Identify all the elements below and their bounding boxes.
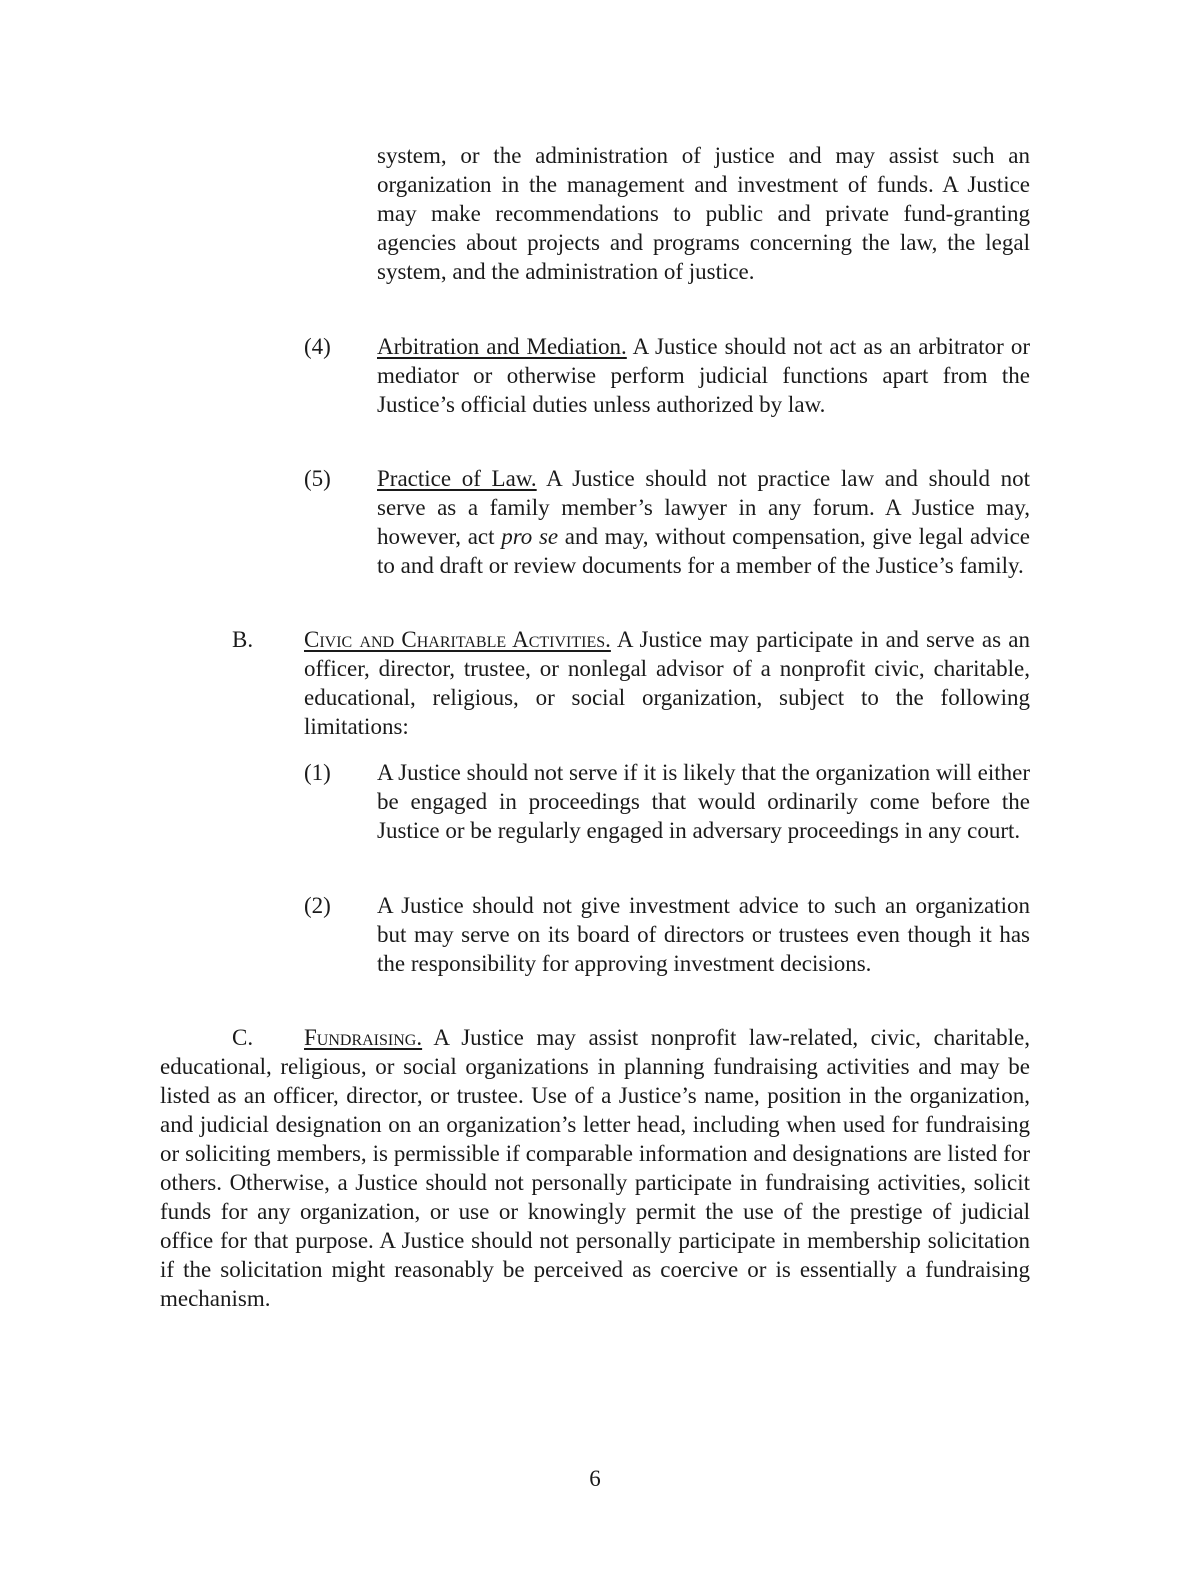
item-marker-5: (5) bbox=[304, 466, 331, 491]
paragraph-b bbox=[304, 625, 1030, 741]
paragraph-c-text: A Justice may assist nonprofit law-related, civic, charitable, educational, religious, or social organizations in planning fundraising activities and may be listed as an officer, director, or trustee. Use of a Justice’s name, position in the organization, and judicial designation on an organization’s letter head, including when used for fundraising or soliciting members, is permissible if comparable information and designations are listed for others. Otherwise, a Justice should not personally participate in fundraising activities, solicit funds for any organization, or use or knowingly permit the use of the prestige of judicial office for that purpose. A Justice should not personally participate in membership solicitation if the solicitation might reasonably be perceived as coercive or is essentially a fundraising mechanism. bbox=[160, 1025, 1030, 1311]
paragraph-c bbox=[160, 1023, 1030, 1313]
pro-se-italic: pro se bbox=[501, 524, 559, 549]
heading-fundraising: Fundraising. bbox=[304, 1025, 423, 1050]
heading-practice-of-law: Practice of Law. bbox=[377, 466, 537, 491]
item-marker-b1: (1) bbox=[304, 760, 331, 785]
section-marker-b: B. bbox=[232, 627, 254, 652]
paragraph-b1: A Justice should not serve if it is likely that the organization will either be engaged in proceedings that would ordinarily come before the Justice or be regularly engaged in adversary proceedings in any court. bbox=[377, 760, 1030, 843]
item-marker-4: (4) bbox=[304, 334, 331, 359]
paragraph-a3-continuation: system, or the administration of justice and may assist such an organization in the management and investment of funds. A Justice may make recommendations to public and private fund-granting agencies about projects and programs concerning the law, the legal system, and the administration of justice. bbox=[377, 143, 1030, 284]
heading-arbitration-mediation: Arbitration and Mediation. bbox=[377, 334, 627, 359]
paragraph-a5-text-1: A Justice should not practice law and should not serve as a family member’s lawyer in any forum. A Justice may, however, act bbox=[377, 466, 1030, 549]
paragraph-a4 bbox=[377, 332, 1030, 419]
item-marker-b2: (2) bbox=[304, 893, 331, 918]
section-marker-c: C. bbox=[232, 1025, 254, 1050]
paragraph-a5-text-2: and may, without compensation, give legal advice to and draft or review documents for a member of the Justice’s family. bbox=[377, 524, 1031, 578]
page-number: 6 bbox=[589, 1466, 601, 1491]
paragraph-a5 bbox=[377, 464, 1030, 580]
heading-civic-charitable-activities: Civic and Charitable Activities. bbox=[304, 627, 611, 652]
paragraph-b2: A Justice should not give investment advice to such an organization but may serve on its board of directors or trustees even though it has the responsibility for approving investment decisions. bbox=[377, 893, 1030, 976]
paragraph-a4-text: A Justice should not act as an arbitrator or mediator or otherwise perform judicial functions apart from the Justice’s official duties unless authorized by law. bbox=[377, 334, 1030, 417]
paragraph-b-text: A Justice may participate in and serve as an officer, director, trustee, or nonlegal advisor of a nonprofit civic, charitable, educational, religious, or social organization, subject to the following limitations: bbox=[304, 627, 1030, 739]
